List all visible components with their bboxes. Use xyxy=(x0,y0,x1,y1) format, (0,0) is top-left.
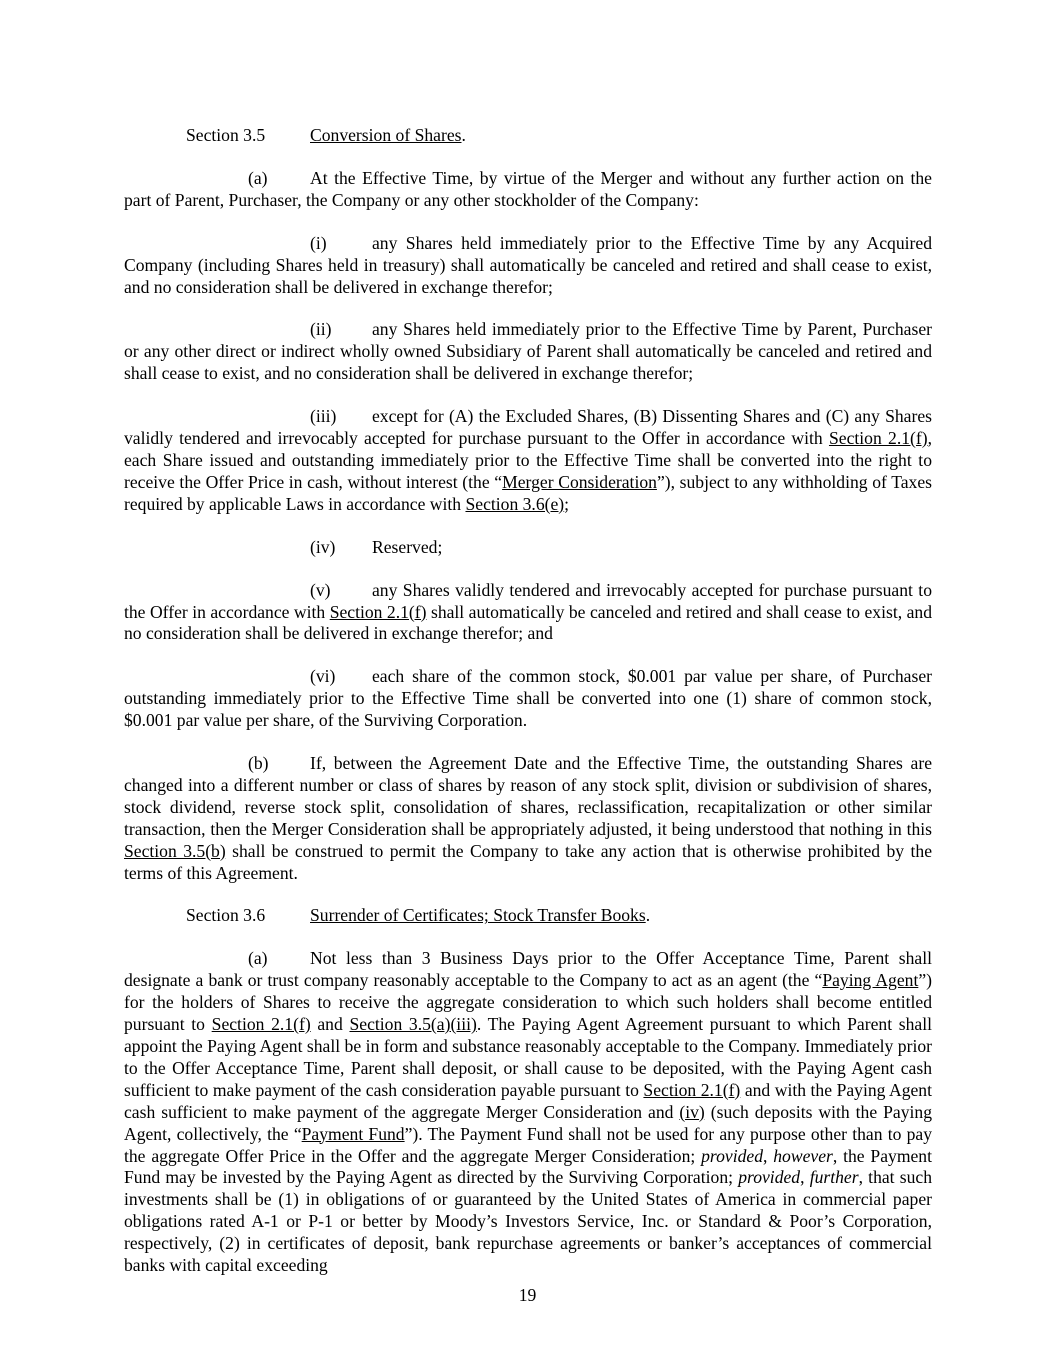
section-title: Conversion of Shares xyxy=(310,125,462,145)
paragraph-3-5-a-ii xyxy=(124,319,932,385)
cross-reference: Section 2.1(f) xyxy=(828,428,928,449)
cross-reference: Section 3.5(b) xyxy=(124,840,226,861)
defined-term: Merger Consideration xyxy=(502,471,657,492)
paragraph-3-5-a-iv xyxy=(124,537,932,559)
paragraph-3-5-a-iii: (iii) except for (A) the Excluded Shares, (B) Dissenting Shares and (C) any Shares validly tendered and irrevocably accepted for purchase pursuant to the Offer in accordance with Section 2.1(f), each Share issued and outstanding immediately prior to the Effective Time shall be converted into the right to receive the Offer Price in cash, without interest (the “Merger Consideration”), subject to any withholding of Taxes required by applicable Laws in accordance with Section 3.6(e); xyxy=(124,406,932,514)
italic-term: further xyxy=(809,1167,859,1188)
clause-text: each share of the common stock, $0.001 par value per share, of Purchaser outstanding immediately prior to the Effective Time shall be converted into one (1) share of common stock, $0.001 par value per share, of the Surviving Corporation. xyxy=(124,666,932,731)
cross-reference: Section 3.5(a)(iii) xyxy=(349,1014,477,1035)
section-3-5-heading: Section 3.5 Conversion of Shares. xyxy=(186,125,466,145)
section-title: Surrender of Certificates; Stock Transfer Books xyxy=(310,905,646,926)
clause-text: any Shares held immediately prior to the Effective Time by any Acquired Company (including Shares held in treasury) shall automatically be canceled and retired and shall cease to exist, and no consideration shall be delivered in exchange therefor; xyxy=(124,232,932,297)
paragraph-3-5-a-i xyxy=(124,233,932,299)
clause-label: (vi) xyxy=(310,666,336,687)
clause-text: any Shares held immediately prior to the Effective Time by Parent, Purchaser or any other direct or indirect wholly owned Subsidiary of Parent shall automatically be canceled and retired and shall cease to exist, and no consideration shall be delivered in exchange therefor; xyxy=(124,319,932,384)
clause-label: (ii) xyxy=(310,319,332,340)
cross-reference: Section 2.1(f) xyxy=(329,601,427,622)
section-number: Section 3.6 xyxy=(186,905,266,926)
page-number: 19 xyxy=(518,1285,537,1305)
paragraph-3-5-a-vi xyxy=(124,666,932,732)
clause-label: (v) xyxy=(310,579,331,600)
clause-label: (b) xyxy=(248,753,269,774)
section-number: Section 3.5 xyxy=(186,125,266,145)
clause-text: At the Effective Time, by virtue of the Merger and without any further action on the part of Parent, Purchaser, the Company or any other stockholder of the Company: xyxy=(124,167,932,210)
italic-term: provided xyxy=(701,1145,763,1166)
document-page xyxy=(124,125,932,1277)
paragraph-3-6-a: (a) Not less than 3 Business Days prior to the Offer Acceptance Time, Parent shall designate a bank or trust company reasonably acceptable to the Company to act as an agent (the “Paying Agent”) for the holders of Shares to receive the aggregate consideration to which such holders shall become entitled pursuant to Section 2.1(f) and Section 3.5(a)(iii). The Paying Agent Agreement pursuant to which Parent shall appoint the Paying Agent shall be in form and substance reasonably acceptable to the Company. Immediately prior to the Offer Acceptance Time, Parent shall deposit, or shall cause to be deposited, with the Paying Agent cash sufficient to make payment of the cash consideration payable pursuant to Section 2.1(f) and with the Paying Agent cash sufficient to make payment of the aggregate Merger Consideration and (iv) (such deposits with the Paying Agent, collectively, the “Payment Fund”). The Payment Fund shall not be used for any purpose other than to pay the aggregate Offer Price in the Offer and the aggregate Merger Consideration; provided, however, the Payment Fund may be invested by the Paying Agent as directed by the Surviving Corporation; provided, further, that such investments shall be (1) in obligations of or guaranteed by the United States of America in commercial paper obligations rated A-1 or P-1 or better by Moody’s Investors Service, Inc. or Standard & Poor’s Corporation, respectively, (2) in certificates of deposit, bank repurchase agreements or banker’s acceptances of commercial banks with capital exceeding xyxy=(124,948,933,1276)
cross-reference: Section 2.1(f) xyxy=(211,1014,311,1035)
italic-term: however xyxy=(773,1145,833,1166)
cross-reference: Section 2.1(f) xyxy=(643,1079,741,1100)
paragraph-3-5-b: (b) If, between the Agreement Date and the Effective Time, the outstanding Shares are changed into a different number or class of shares by reason of any stock split, division or subdivision of shares, stock dividend, reverse stock split, consolidation of shares, reclassification, recapitalization or other similar transaction, then the Merger Consideration shall be appropriately adjusted, it being understood that nothing in this Section 3.5(b) shall be construed to permit the Company to take any action that is otherwise prohibited by the terms of this Agreement. xyxy=(124,753,933,883)
clause-label: (iv) xyxy=(310,536,336,557)
clause-label: (a) xyxy=(248,948,268,969)
paragraph-3-5-a-v: (v) any Shares validly tendered and irrevocably accepted for purchase pursuant to the Offer in accordance with Section 2.1(f) shall automatically be canceled and retired and shall cease to exist, and no consideration shall be delivered in exchange therefor; and xyxy=(124,579,932,644)
defined-term: Paying Agent xyxy=(822,970,919,991)
clause-text: Reserved; xyxy=(372,536,443,557)
paragraph-3-5-a xyxy=(124,168,932,212)
defined-term: Payment Fund xyxy=(301,1123,405,1144)
italic-term: provided xyxy=(738,1167,801,1188)
clause-label: (a) xyxy=(248,167,268,188)
section-3-6-heading: Section 3.6 Surrender of Certificates; Stock Transfer Books. xyxy=(186,905,651,926)
cross-reference: (iv) xyxy=(679,1101,705,1122)
cross-reference: Section 3.6(e) xyxy=(465,493,565,514)
clause-label: (i) xyxy=(310,232,327,253)
clause-label: (iii) xyxy=(310,406,337,427)
